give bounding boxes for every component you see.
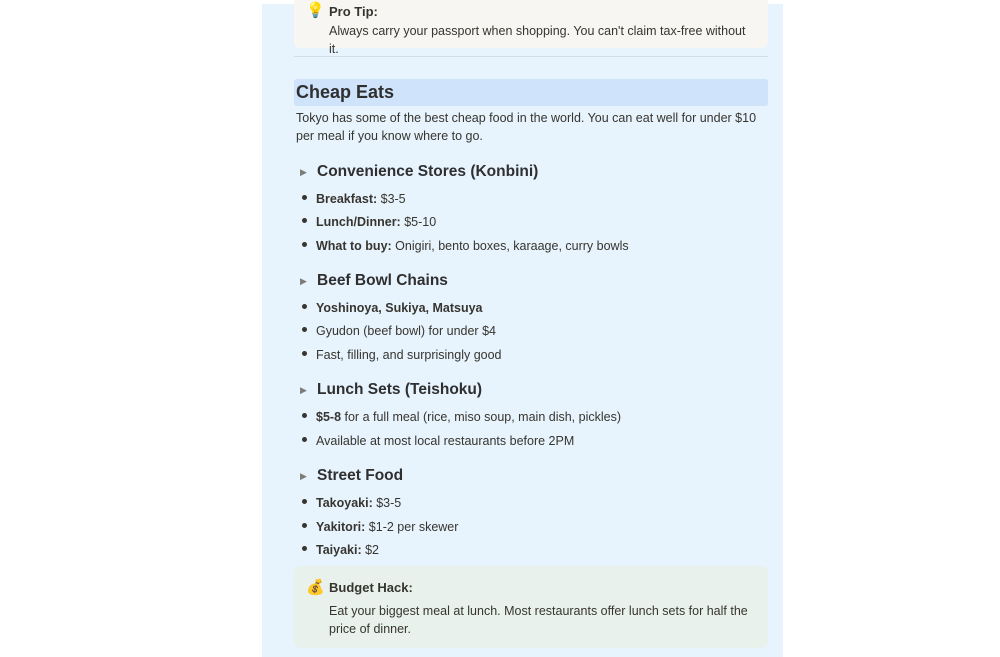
toggle-title: Lunch Sets (Teishoku): [317, 381, 483, 398]
lightbulb-icon: 💡: [306, 2, 325, 19]
callout-title: Budget Hack:: [329, 580, 413, 595]
list-item: Lunch/Dinner: $5-10: [302, 213, 436, 231]
list-item: $5-8 for a full meal (rice, miso soup, main dish, pickles): [302, 408, 621, 426]
list-item: Taiyaki: $2: [302, 541, 379, 559]
toggle-beef-bowl[interactable]: [300, 270, 448, 292]
section-intro: Tokyo has some of the best cheap food in the world. You can eat well for under $10 per meal if you know where to go.: [296, 111, 757, 143]
toggle-triangle-icon[interactable]: ▶: [300, 275, 307, 286]
section-heading: Cheap Eats: [294, 79, 768, 106]
toggle-lunch-sets[interactable]: [300, 379, 482, 401]
toggle-title: Beef Bowl Chains: [317, 272, 448, 289]
toggle-triangle-icon[interactable]: ▶: [300, 166, 307, 177]
callout-title: Pro Tip:: [329, 4, 378, 19]
list-item: Gyudon (beef bowl) for under $4: [302, 322, 496, 340]
toggle-triangle-icon[interactable]: ▶: [300, 470, 307, 481]
callout-body: Eat your biggest meal at lunch. Most restaurants offer lunch sets for half the price of dinner.: [329, 604, 748, 636]
list-item: Fast, filling, and surprisingly good: [302, 346, 502, 364]
budget-hack-callout: [294, 566, 768, 648]
toggle-street-food[interactable]: [300, 465, 403, 487]
callout-body: Always carry your passport when shopping. You can't claim tax-free without it.: [329, 24, 746, 56]
list-item: Takoyaki: $3-5: [302, 494, 401, 512]
toggle-triangle-icon[interactable]: ▶: [300, 384, 307, 395]
money-bag-icon: 💰: [306, 579, 325, 596]
toggle-title: Street Food: [317, 467, 404, 484]
list-item: Yoshinoya, Sukiya, Matsuya: [302, 299, 483, 317]
toggle-konbini[interactable]: [300, 161, 538, 183]
list-item: Available at most local restaurants before 2PM: [302, 432, 574, 450]
divider: [294, 56, 768, 57]
list-item: Yakitori: $1-2 per skewer: [302, 518, 458, 536]
pro-tip-callout: [294, 0, 768, 56]
list-item: Breakfast: $3-5: [302, 190, 406, 208]
list-item: What to buy: Onigiri, bento boxes, karaage, curry bowls: [302, 237, 629, 255]
toggle-title: Convenience Stores (Konbini): [317, 163, 539, 180]
notion-page: [262, 4, 783, 657]
